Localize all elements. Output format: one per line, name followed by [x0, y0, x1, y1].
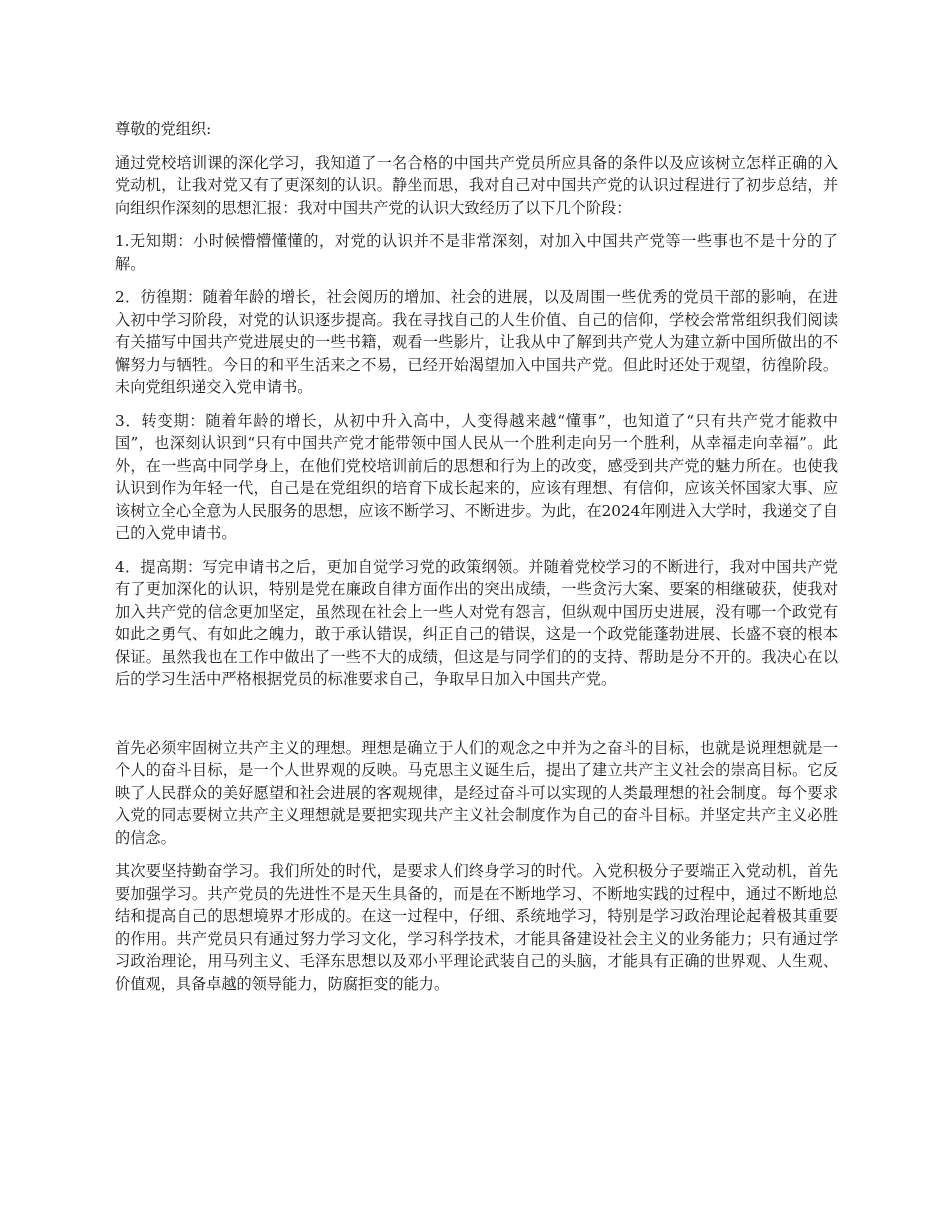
stage-2-paragraph: 2．彷徨期：随着年龄的增长，社会阅历的增加、社会的进展，以及周围一些优秀的党员干部的影响，在进入初中学习阶段，对党的认识逐步提高。我在寻找自己的人生价值、自己的信仰，学校会常常组织我们阅读有关描写中国共产党进展史的一些书籍，观看一些影片，让我从中了解到共产党人为建立新中国所做出的不懈努力与牺牲。今日的和平生活来之不易，已经开始渴望加入中国共产党。但此时还处于观望，彷徨阶段。未向党组织递交入党申请书。: [115, 288, 838, 396]
stage-4-paragraph: 4．提高期：写完申请书之后，更加自觉学习党的政策纲领。并随着党校学习的不断进行，我对中国共产党有了更加深化的认识，特别是党在廉政自律方面作出的突出成绩，一些贪污大案、要案的相继破获，使我对加入共产党的信念更加坚定，虽然现在社会上一些人对党有怨言，但纵观中国历史进展，没有哪一个政党有如此之勇气、有如此之魄力，敢于承认错误，纠正自己的错误，这是一个政党能蓬勃进展、长盛不衰的根本保证。虽然我也在工作中做出了一些不大的成绩，但这是与同学们的的支持、帮助是分不开的。我决心在以后的学习生活中严格根据党员的标准要求自己，争取早日加入中国共产党。: [115, 557, 838, 688]
stage-3-paragraph: 3．转变期：随着年龄的增长，从初中升入高中，人变得越来越“懂事”，也知道了“只有共产党才能救中国”，也深刻认识到“只有中国共产党才能带领中国人民从一个胜利走向另一个胜利，从幸福走向幸福”。此外，在一些高中同学身上，在他们党校培训前后的思想和行为上的改变，感受到共产党的魅力所在。也使我认识到作为年轻一代，自己是在党组织的培育下成长起来的，应该有理想、有信仰，应该关怀国家大事、应该树立全心全意为人民服务的思想，应该不断学习、不断进步。为此，在2024年刚进入大学时，我递交了自己的入党申请书。: [115, 411, 838, 542]
stage-1-paragraph: 1.无知期：小时候懵懵懂懂的，对党的认识并不是非常深刻，对加入中国共产党等一些事也不是十分的了解。: [115, 232, 838, 273]
ideal-paragraph: 首先必须牢固树立共产主义的理想。理想是确立于人们的观念之中并为之奋斗的目标，也就是说理想就是一个人的奋斗目标，是一个人世界观的反映。马克思主义诞生后，提出了建立共产主义社会的崇高目标。它反映了人民群众的美好愿望和社会进展的客观规律，是经过奋斗可以实现的人类最理想的社会制度。每个要求入党的同志要树立共产主义理想就是要把实现共产主义社会制度作为自己的奋斗目标。并坚定共产主义必胜的信念。: [115, 738, 838, 847]
salutation: 尊敬的党组织:: [115, 120, 212, 138]
document-body: [115, 118, 838, 1006]
study-paragraph: 其次要坚持勤奋学习。我们所处的时代，是要求人们终身学习的时代。入党积极分子要端正入党动机，首先要加强学习。共产党员的先进性不是天生具备的，而是在不断地学习、不断地实践的过程中，通过不断地总结和提高自己的思想境界才形成的。在这一过程中，仔细、系统地学习，特别是学习政治理论起着极其重要的作用。共产党员只有通过努力学习文化，学习科学技术，才能具备建设社会主义的业务能力；只有通过学习政治理论，用马列主义、毛泽东思想以及邓小平理论武装自己的头脑，才能具有正确的世界观、人生观、价值观，具备卓越的领导能力，防腐拒变的能力。: [115, 862, 838, 993]
intro-paragraph: 通过党校培训课的深化学习，我知道了一名合格的中国共产党员所应具备的条件以及应该树立怎样正确的入党动机，让我对党又有了更深刻的认识。静坐而思，我对自己对中国共产党的认识过程进行了初步总结，并向组织作深刻的思想汇报：我对中国共产党的认识大致经历了以下几个阶段：: [115, 153, 838, 217]
